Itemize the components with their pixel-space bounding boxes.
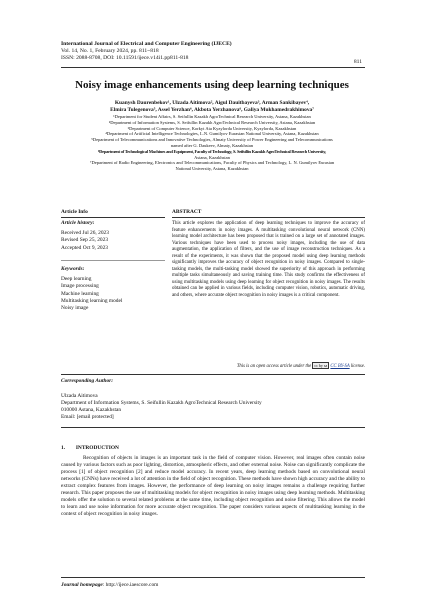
journal-header <box>61 41 232 63</box>
affiliation-list <box>56 114 368 172</box>
affiliation-line: National University, Astana, Kazakhstan <box>175 166 249 172</box>
journal-volume: Vol. 14, No. 1, February 2024, pp. 811~818 <box>61 48 159 55</box>
corresponding-dept: Department of Information Systems, S. Seifullin Kazakh AgroTechnical Research University <box>61 400 262 406</box>
journal-name: International Journal of Electrical and Computer Engineering (IJECE) <box>61 41 232 47</box>
affiliation-line: Astana, Kazakhstan <box>194 154 230 160</box>
corresponding-city: 010000 Astana, Kazakhstan <box>61 407 122 413</box>
affiliation-line: ⁷Department of Radio Engineering, Electronics and Telecommunications, Faculty of Physics and Technology, L. N. Gumilyov Eurasian <box>89 160 335 166</box>
introduction-text: Recognition of objects in images is an important task in the field of computer vision. However, real images often contain noise caused by various factors such as poor lighting, distortion, atmospheric effects, and other external noise. Noise can significantly complicate the process [1] of object recognition [2] and reduce model accuracy. In recent years, deep learning methods based on convolutional neural networks (CNNs) have received a lot of attention in the field of object recognition. These methods have shown high accuracy and the ability to extract complex features from images. However, the performance of deep learning on noisy images remains a challenge requiring further research. This paper proposes the use of multitasking models for object recognition in noisy images using deep learning methods. Multitasking models offer the solution to several related problems at the same time, including object recognition and noise filtering. This allows the model to learn and use noise information for more accurate object recognition. The paper considers various aspects of multitasking learning in the context of object recognition in noisy images. <box>61 455 365 517</box>
affiliation-line: ²Department of Information Systems, S. Seifullin Kazakh AgroTechnical Research University, Astana, Kazakhstan <box>108 119 316 125</box>
article-history-heading: Article history: <box>61 220 95 226</box>
abstract-text: This article explores the application of deep learning techniques to improve the accuracy of feature enhancements in noisy images. A multitasking convolutional neural network (CNN) learning model architecture has been proposed that is trained on a large set of annotated images. Various techniques have been used to process noisy images, including the use of data augmentation, the application of filters, and the use of image reconstruction techniques. As a result of the experiments, it was shown that the proposed model using deep learning methods significantly improves the accuracy of object recognition in noisy images. Compared to single-tasking models, the multi-tasking model showed the superiority of this approach in performing multiple tasks simultaneously and saving training time. This study confirms the effectiveness of using multitasking models using deep learning for object recognition in noisy images. The results obtained can be applied in various fields, including computer vision, robotics, automatic driving, and others, where accurate object recognition in noisy images is a critical component. <box>172 221 365 298</box>
corresponding-email: Email: [email protected] <box>61 414 114 420</box>
page-number: 811 <box>353 59 362 65</box>
journal-issn: ISSN: 2088-8708, DOI: 10.11591/ijece.v14i1.pp811-818 <box>61 55 189 62</box>
author-list <box>56 100 368 113</box>
license-note <box>172 362 365 369</box>
affiliation-line: named after G. Daukeev, Almaty, Kazakhstan <box>170 142 254 148</box>
license-link[interactable]: CC BY-SA <box>330 364 350 369</box>
keywords-divider <box>61 260 165 261</box>
keywords-heading: Keywords: <box>61 266 85 272</box>
corresponding-divider-top <box>61 374 365 375</box>
footer-divider <box>61 577 365 578</box>
abstract-divider <box>172 217 365 218</box>
paper-title: Noisy image enhancements using deep learning techniques <box>75 79 349 91</box>
journal-homepage <box>61 582 158 588</box>
history-item: Accepted Oct 9, 2023 <box>61 244 109 251</box>
keyword-item: Image processing <box>61 283 99 290</box>
corresponding-details <box>61 393 365 421</box>
author-line: Elmira Tulegenova⁵, Assel Yerzhan⁶, Akbota Yerzhanova⁶, Galiya Mukhamedrakhimova⁷ <box>110 106 314 113</box>
corresponding-divider-bottom <box>61 427 365 428</box>
article-info-heading: Article Info <box>61 209 88 215</box>
keywords-block <box>61 266 165 312</box>
homepage-url[interactable]: : http://ijece.iaescore.com <box>102 582 159 588</box>
introduction-heading: 1. INTRODUCTION <box>61 445 119 451</box>
corresponding-name: Ulzada Aitimova <box>61 393 98 399</box>
cc-license-icon: cc by sa <box>314 363 328 368</box>
keyword-item: Deep learning <box>61 276 92 283</box>
abstract-heading: ABSTRACT <box>172 209 202 215</box>
keyword-item: Noisy image <box>61 305 89 312</box>
header-divider <box>61 67 365 68</box>
homepage-label: Journal homepage <box>61 582 103 588</box>
affiliation-line: ³Department of Computer Science, Korkyt Ata Kyzylorda University, Kyzylorda, Kazakhstan <box>127 125 297 131</box>
license-prefix: This is an open access article under the <box>236 364 313 369</box>
corresponding-heading: Corresponding Author: <box>61 378 114 384</box>
author-line: Kuanysh Daurenbekov¹, Ulzada Aitimova², Aigul Dauitbayeva³, Arman Sankibayev⁴, <box>114 100 310 106</box>
keyword-item: Machine learning <box>61 290 99 297</box>
keyword-item: Multitasking learning model <box>61 297 123 304</box>
affiliation-line: ⁶Department of Technological Machines and Equipment, Faculty of Technology, S. Seifullin Kazakh AgroTechnical Research University, <box>97 148 327 154</box>
article-info-divider <box>61 217 165 218</box>
history-item: Revised Sep 25, 2023 <box>61 237 109 244</box>
article-history <box>61 220 165 252</box>
history-item: Received Jul 26, 2023 <box>61 230 109 237</box>
affiliation-line: ⁴Department of Artificial Intelligence Technologies, L.N. Gumilyov Eurasian National University, Astana, Kazakhstan <box>105 131 319 137</box>
affiliation-line: ⁵Department of Telecommunications and Innovative Technologies, Almaty University of Power Engineering and Telecommunications <box>91 137 333 143</box>
license-suffix: license. <box>349 364 365 369</box>
affiliation-line: ¹Department for Student Affairs, S. Seifullin Kazakh AgroTechnical Research University, Astana, Kazakhstan <box>113 114 311 119</box>
